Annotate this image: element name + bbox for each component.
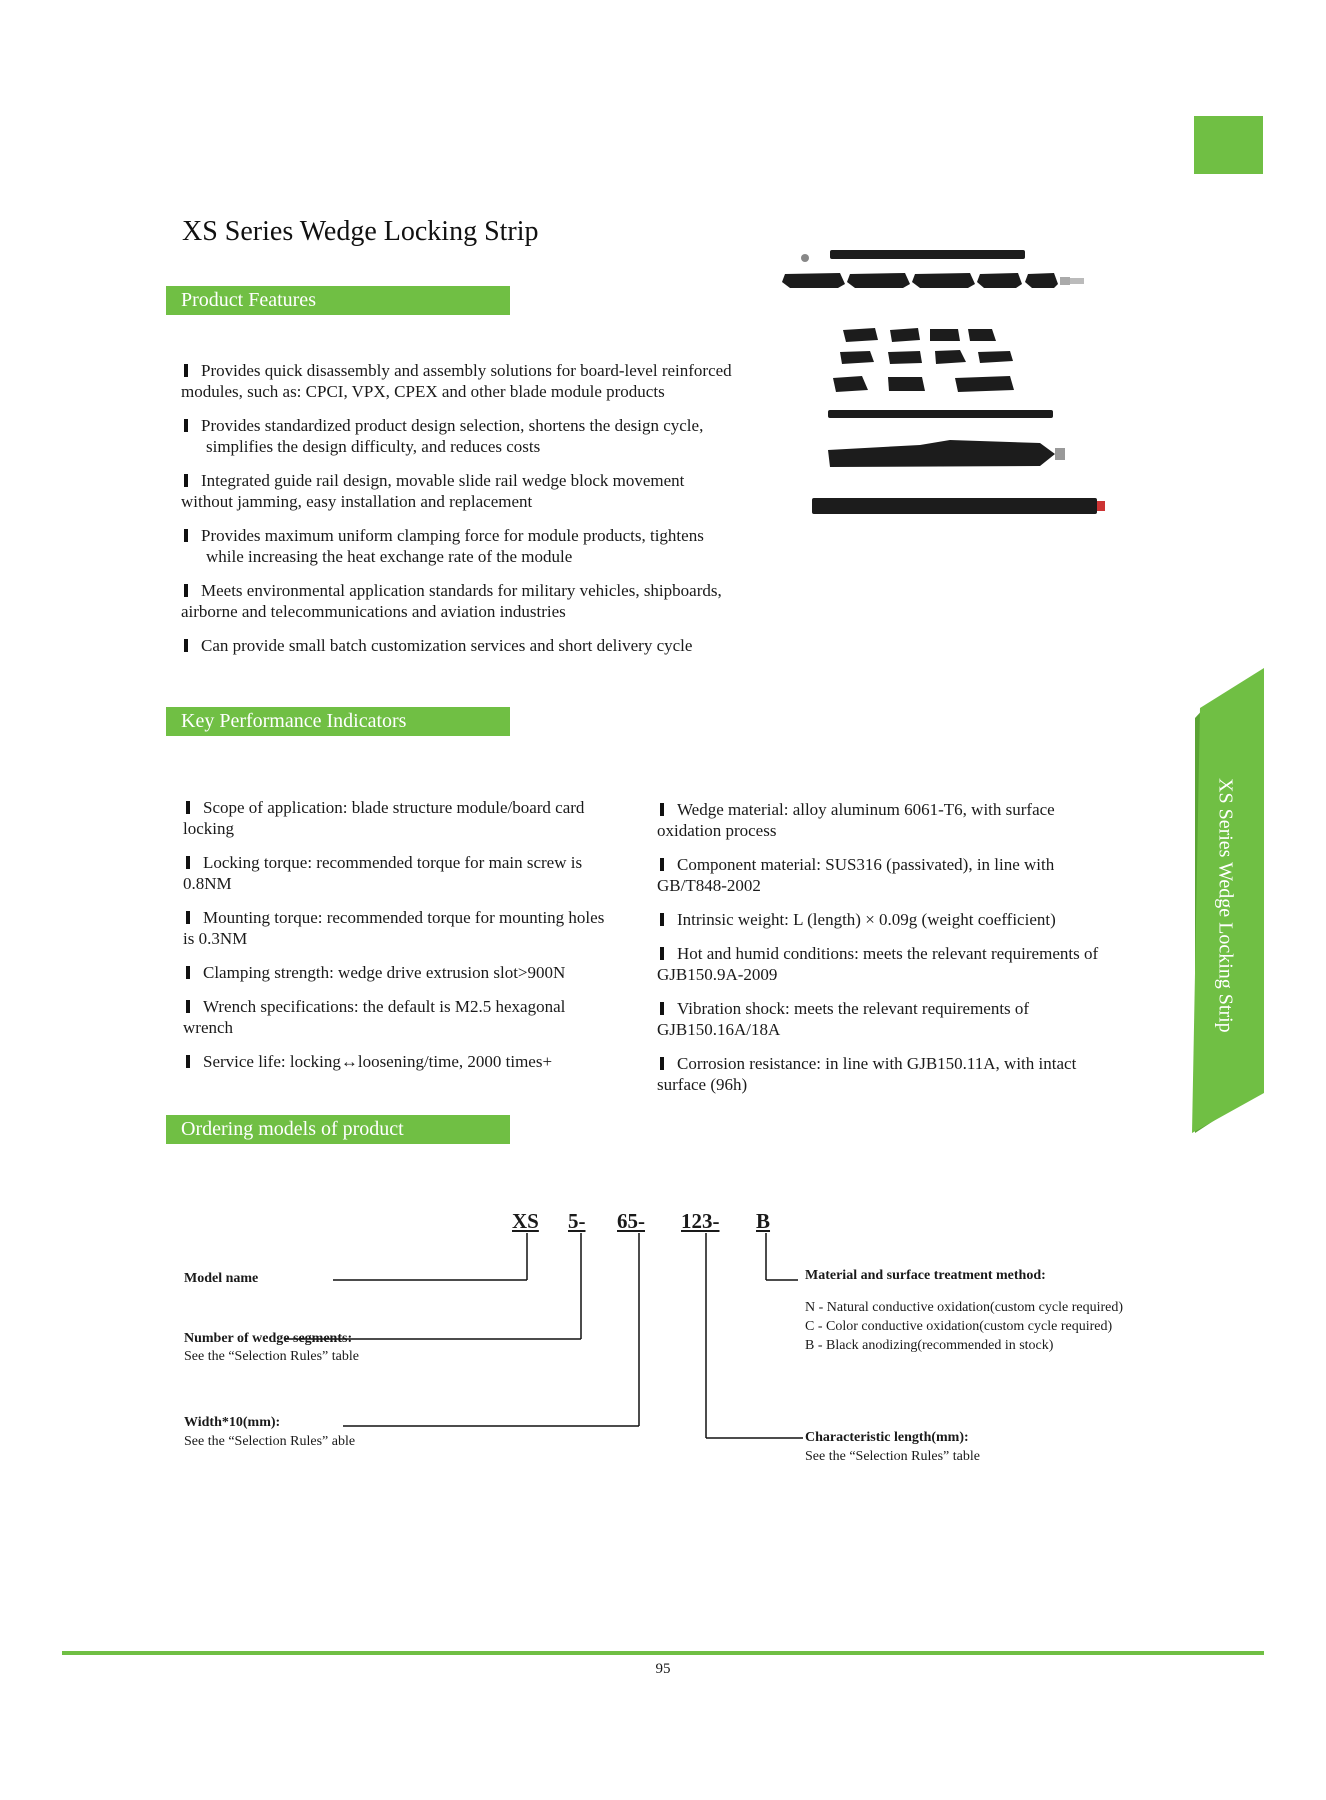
label-model-name: Model name <box>184 1271 259 1286</box>
sub-width: See the “Selection Rules” able <box>184 1434 356 1449</box>
kpi-item: Wedge material: alloy aluminum 6061-T6, with surface oxidation process <box>657 800 1055 840</box>
code-series: XS <box>512 1209 539 1233</box>
kpi-item: Scope of application: blade structure module/board card locking <box>183 798 585 838</box>
bullet-mark <box>660 947 664 960</box>
label-length: Characteristic length(mm): <box>805 1430 969 1445</box>
feature-item: Provides maximum uniform clamping force for module products, tightens while increasing the heat exchange rate of the module <box>181 525 781 567</box>
page-number: 95 <box>655 1661 671 1677</box>
kpi-item: Intrinsic weight: L (length) × 0.09g (weight coefficient) <box>657 909 1142 930</box>
section-header-ordering: Ordering models of product <box>166 1115 510 1144</box>
feature-item: Integrated guide rail design, movable slide rail wedge block movement without jamming, easy installation and replacement <box>181 471 685 511</box>
kpi-item: Service life: locking↔loosening/time, 2000 times+ <box>183 1051 643 1072</box>
kpi-list-left <box>183 797 643 1085</box>
bullet-mark <box>660 913 664 926</box>
bullet-mark <box>186 801 190 814</box>
code-segments: 5- <box>568 1209 586 1233</box>
bullet-mark <box>184 529 188 542</box>
bullet-mark <box>184 584 188 597</box>
code-width: 65- <box>617 1209 645 1233</box>
label-segments: Number of wedge segments: <box>184 1331 353 1346</box>
sub-length: See the “Selection Rules” table <box>805 1449 980 1464</box>
kpi-item: Mounting torque: recommended torque for mounting holes is 0.3NM <box>183 908 605 948</box>
bullet-mark <box>660 803 664 816</box>
bullet-mark <box>660 858 664 871</box>
kpi-item: Hot and humid conditions: meets the relevant requirements of GJB150.9A-2009 <box>657 944 1099 984</box>
page-title: XS Series Wedge Locking Strip <box>182 216 539 247</box>
side-banner-label: XS Series Wedge Locking Strip <box>1214 777 1237 1033</box>
bullet-mark <box>184 639 188 652</box>
label-width: Width*10(mm): <box>184 1415 281 1430</box>
bullet-mark <box>186 856 190 869</box>
bullet-mark <box>184 474 188 487</box>
kpi-item: Vibration shock: meets the relevant requirements of GJB150.16A/18A <box>657 999 1030 1039</box>
section-header-features: Product Features <box>166 286 510 315</box>
feature-item: Meets environmental application standards for military vehicles, shipboards, airborne and telecommunications and aviation industries <box>181 581 722 621</box>
bullet-mark <box>186 966 190 979</box>
kpi-item: Corrosion resistance: in line with GJB150.11A, with intact surface (96h) <box>657 1054 1077 1094</box>
kpi-item: Clamping strength: wedge drive extrusion slot>900N <box>183 962 643 983</box>
bullet-mark <box>184 364 188 377</box>
bullet-mark <box>186 911 190 924</box>
code-finish: B <box>756 1209 771 1233</box>
feature-item: Provides quick disassembly and assembly solutions for board-level reinforced modules, such as: CPCI, VPX, CPEX and other blade module products <box>181 361 732 401</box>
material-option: B - Black anodizing(recommended in stock) <box>805 1338 1054 1353</box>
feature-item: Can provide small batch customization services and short delivery cycle <box>181 635 781 656</box>
kpi-item: Locking torque: recommended torque for main screw is 0.8NM <box>183 853 583 893</box>
sub-segments: See the “Selection Rules” table <box>184 1349 359 1364</box>
material-option: N - Natural conductive oxidation(custom cycle required) <box>805 1300 1123 1315</box>
material-options <box>805 1298 1123 1355</box>
bullet-mark <box>184 419 188 432</box>
bullet-mark <box>660 1002 664 1015</box>
corner-tab <box>1194 116 1263 174</box>
label-material: Material and surface treatment method: <box>805 1268 1046 1283</box>
code-length: 123- <box>681 1209 720 1233</box>
bullet-mark <box>660 1057 664 1070</box>
product-image <box>770 240 1120 530</box>
kpi-item: Component material: SUS316 (passivated), in line with GB/T848-2002 <box>657 855 1055 895</box>
bullet-mark <box>186 1055 190 1068</box>
material-option: C - Color conductive oxidation(custom cycle required) <box>805 1319 1113 1334</box>
kpi-item: Wrench specifications: the default is M2.5 hexagonal wrench <box>183 997 566 1037</box>
bullet-mark <box>186 1000 190 1013</box>
features-list <box>181 360 781 669</box>
section-header-kpi: Key Performance Indicators <box>166 707 510 736</box>
kpi-list-right <box>657 799 1142 1108</box>
footer-rule <box>62 1651 1264 1655</box>
feature-item: Provides standardized product design selection, shortens the design cycle, simplifies the design difficulty, and reduces costs <box>181 415 781 457</box>
